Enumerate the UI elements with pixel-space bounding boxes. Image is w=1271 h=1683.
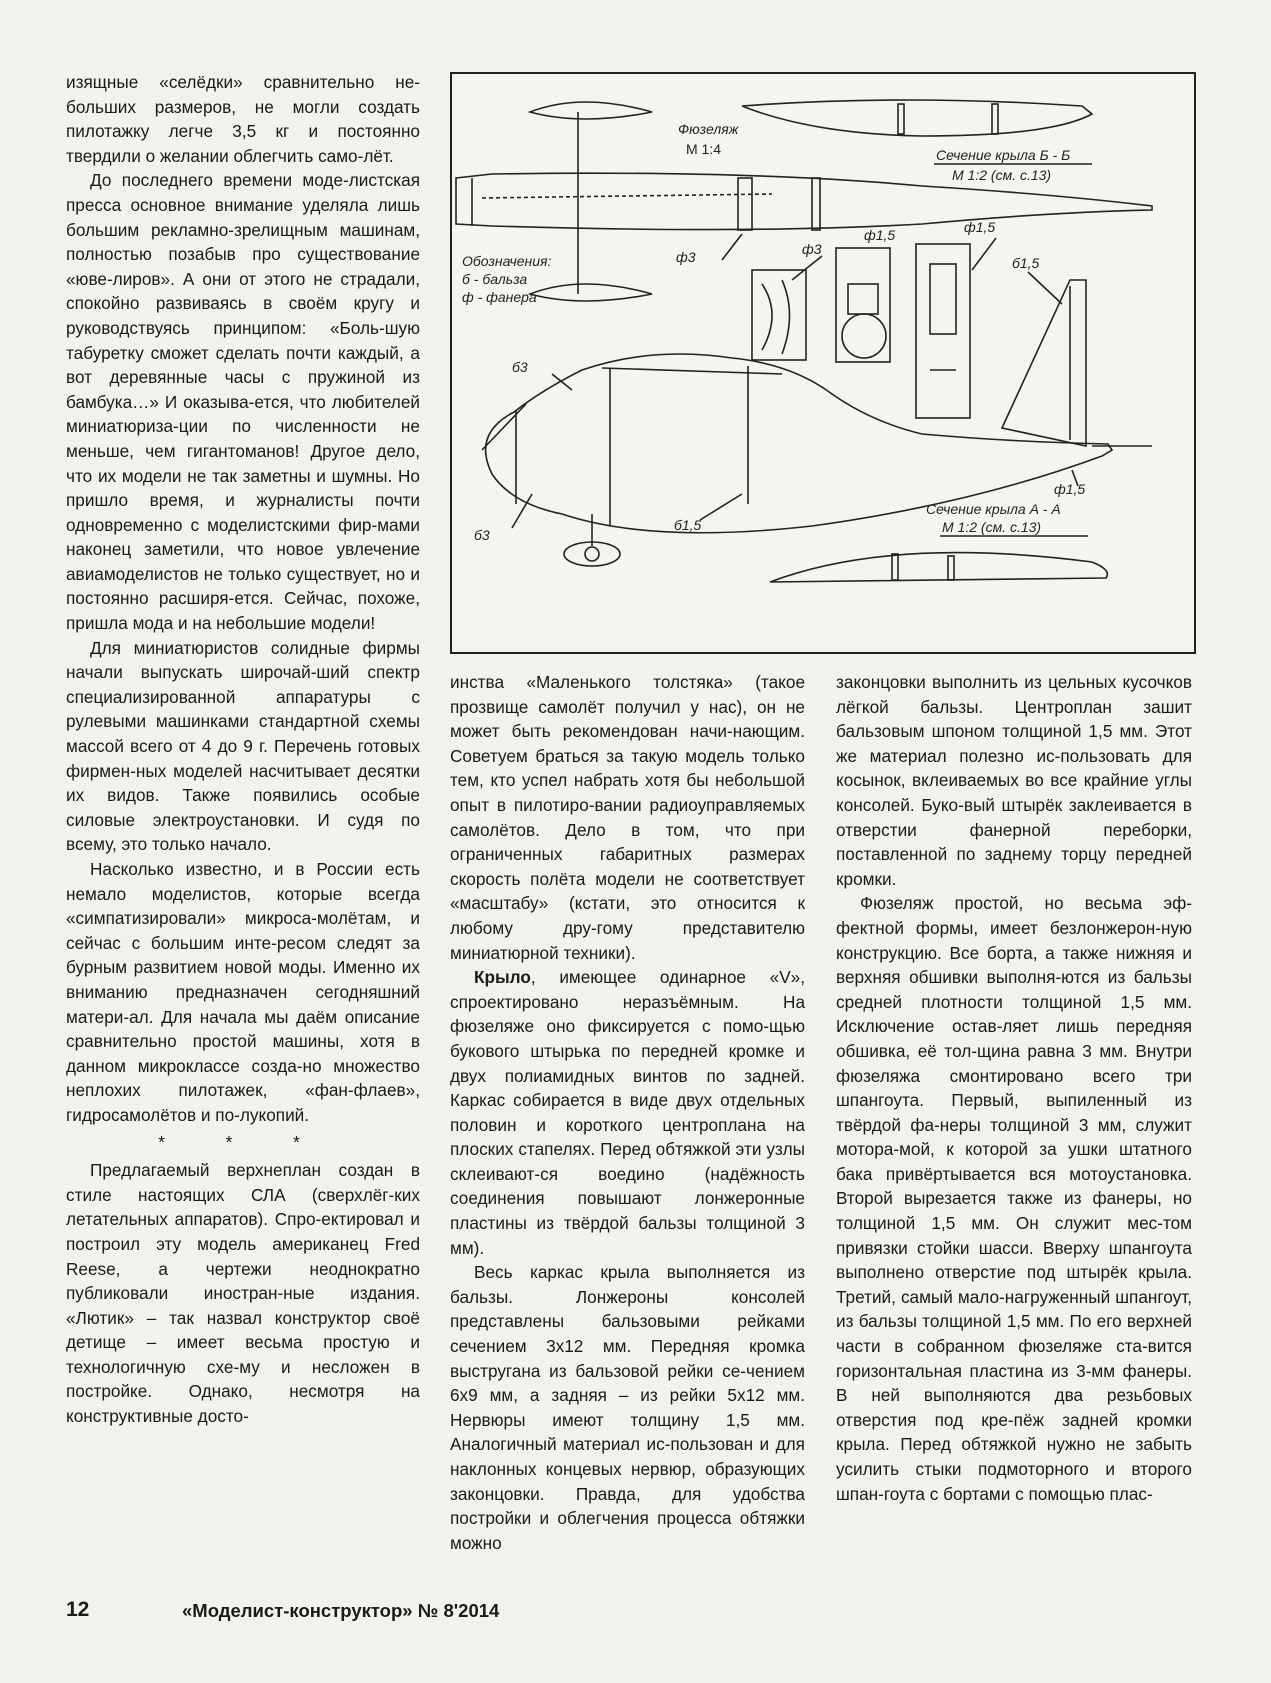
paragraph: Для миниатюристов солидные фирмы начали выпускать широчай-ший спектр специализированной аппаратуры с рулевыми машинками стандартной схемы массой всего от 4 до 9 г. Перечень готовых фирмен-ных моделей насчитывает десятки их видов. Также появились особые силовые электроустановки. И судя по всему, это только начало.: [66, 637, 420, 855]
bulkhead-b15: [916, 244, 970, 418]
page-footer: [66, 1598, 1192, 1628]
mark-f3-top: ф3: [676, 249, 696, 265]
legend-title: Обозначения:: [462, 253, 552, 269]
legend-balsa: б - бальза: [462, 271, 528, 287]
stabilizer-top-outline: [530, 102, 652, 119]
wing-section-bb: [742, 100, 1092, 136]
mark-f15-tail: ф1,5: [1054, 481, 1086, 497]
section-bb-title: Сечение крыла Б - Б: [936, 147, 1071, 163]
mark-b3-bottom: б3: [474, 527, 490, 543]
technical-drawing: [450, 72, 1196, 654]
mark-f15-second: ф1,5: [964, 219, 996, 235]
paragraph: До последнего времени моде-листская пресса основное внимание уделяла лишь большим рекламно-зрелищным машинам, полностью позабыв про существование «юве-лиров». А они от этого не страдали, спокойно развиваясь в своём кругу и руководствуясь принципом: «Боль-шую табуретку сможет сделать почти каждый, а вот деревянные часы с пружиной из бамбука…» И оказыва-ется, что любителей миниатюриза-ции по численности не меньше, чем гигантоманов! Другое дело, что их модели не так заметны и шумны. Но пришло время, и журналисты почти одновременно с моделистскими фир-мами наконец заметили, что новое увлечение авиамоделистов не только существует, но и постоянно расширя-ется. Сейчас, похоже, пришла мода и на небольшие модели!: [66, 170, 420, 634]
section-aa-title: Сечение крыла А - А: [926, 501, 1061, 517]
fuselage-title: Фюзеляж: [678, 121, 739, 137]
paragraph: Фюзеляж простой, но весьма эф-фектной формы, имеет безлонжерон-ную конструкцию. Все борта, а также нижняя и верхняя обшивки выполня-ются из бальзы средней плотности толщиной 1,5 мм. Исключение остав-ляет лишь передняя обшивка, её тол-щина равна 3 мм. Внутри фюзеляжа смонтировано всего три шпангоута. Первый, выпиленный из твёрдой фа-неры толщиной 3 мм, служит моторa-мой, к которой за ушки штатного бака привёртывается вся мотоустановка. Второй вырезается также из фанеры, но толщиной 1,5 мм. Он служит мес-том привязки стойки шасси. Вверху шпангоута выполнено отверстие под штырёк крыла. Третий, самый мало-нагруженный шпангоут, из бальзы толщиной 1,5 мм. По его верхней части в собранном фюзеляже ста-вится горизонтальная пластина из 3-мм фанеры. В ней выполняются два резьбовых отверстия под кре-пёж задней кромки крыла. Перед обтяжкой нужно не забыть усилить стыки подмоторного и второго шпан-гоута с бортами с помощью плас-: [836, 893, 1192, 1504]
mark-f15-bulkhead: ф1,5: [864, 227, 896, 243]
fuselage-scale: М 1:4: [686, 141, 722, 157]
paragraph: Насколько известно, и в России есть немало моделистов, которые всегда «симпатизировали» микроса-молётам, и сейчас с большим инте-ресом следят за бурным развитием новой моды. Именно их вниманию предназначен сегодняшний матери-ал. Для начала мы даём описание сравнительно простой машины, хотя в данном микроклассе созда-но множество неплохих пилотажек, «фан-флаев», гидросамолётов и по-лукопий.: [66, 859, 420, 1125]
paragraph: Весь каркас крыла выполняется из бальзы. Лонжероны консолей представлены бальзовыми рейками сечением 3х12 мм. Передняя кромка выстругана из бальзовой рейки се-чением 6х9 мм, а задняя – из рейки 5х12 мм. Нервюры имеют толщину 1,5 мм. Аналогичный материал ис-пользован и для наклонных концевых нервюр, образующих законцовки. Правда, для удобства постройки и облегчения процесса обтяжки можно: [450, 1262, 805, 1553]
journal-title: «Моделист-конструктор» № 8'2014: [182, 1600, 500, 1621]
mark-b15-fin: б1,5: [1012, 255, 1040, 271]
paragraph: изящные «селёдки» сравнительно не-больших размеров, не могли создать пилотажку легче 3,5 кг и постоянно твердили о желании облегчить само-лёт.: [66, 72, 420, 166]
wing-section-aa: [770, 553, 1107, 582]
stabilizer-bottom-outline: [530, 284, 652, 301]
paragraph: Предлагаемый верхнеплан создан в стиле настоящих СЛА (сверхлёг-ких летательных аппаратов). Спро-ектировал и построил эту модель американец Fred Reese, а чертежи неоднократно публиковали иностран-ные издания. «Лютик» – так назвал конструктор своё детище – имеет весьма простую и технологичную схе-му и несложен в постройке. Однако, несмотря на конструктивные досто-: [66, 1160, 420, 1427]
paragraph-wing: [450, 965, 805, 1260]
mark-b15-side: б1,5: [674, 517, 702, 533]
page-number: 12: [66, 1598, 90, 1621]
section-separator: * * *: [158, 1131, 328, 1152]
vertical-fin: [1002, 280, 1086, 446]
lead-word: Крыло: [474, 967, 531, 988]
section-aa-scale: М 1:2 (см. с.13): [942, 519, 1042, 535]
bulkhead-f3: [752, 270, 806, 360]
text-column-2: [450, 670, 805, 1555]
mark-f3-bulkhead: ф3: [802, 241, 822, 257]
mark-b3-top: б3: [512, 359, 528, 375]
legend-plywood: ф - фанера: [462, 289, 537, 305]
text-column-1: [66, 70, 420, 1429]
paragraph-body: , имеющее одинарное «V», спроектировано неразъёмным. На фюзеляже оно фиксируется с помо-щью букового штырька по передней кромке и двух полиамидных винтов по задней. Каркас собирается в виде двух отдельных половин и короткого центроплана на плоских стапелях. Перед обтяжкой эти узлы склеивают-ся воедино (надёжность соединения повышают лонжеронные пластины из твёрдой бальзы толщиной 3 мм).: [450, 967, 805, 1258]
text-column-3: [836, 670, 1192, 1506]
paragraph: инства «Маленького толстяка» (такое прозвище самолёт получил у нас), он не может быть рекомендован начи-нающим. Советуем браться за такую модель только тем, кто успел набрать хотя бы небольшой опыт в пилотиро-вании радиоуправляемых самолётов. Дело в том, что при ограниченных габаритных размерах скорость полёта модели не соответствует «масштабу» (кстати, это относится к любому дру-гому представителю миниатюрной техники).: [450, 672, 805, 963]
paragraph: законцовки выполнить из цельных кусочков лёгкой бальзы. Центроплан зашит бальзовым шпоном толщиной 1,5 мм. Этот же материал полезно ис-пользовать для косынок, вклеиваемых во все крайние углы консолей. Буко-вый штырёк заклеивается в отверстии фанерной переборки, поставленной по заднему торцу передней кромки.: [836, 672, 1192, 889]
section-bb-scale: М 1:2 (см. с.13): [952, 167, 1052, 183]
drawing-canvas: [452, 74, 1194, 652]
